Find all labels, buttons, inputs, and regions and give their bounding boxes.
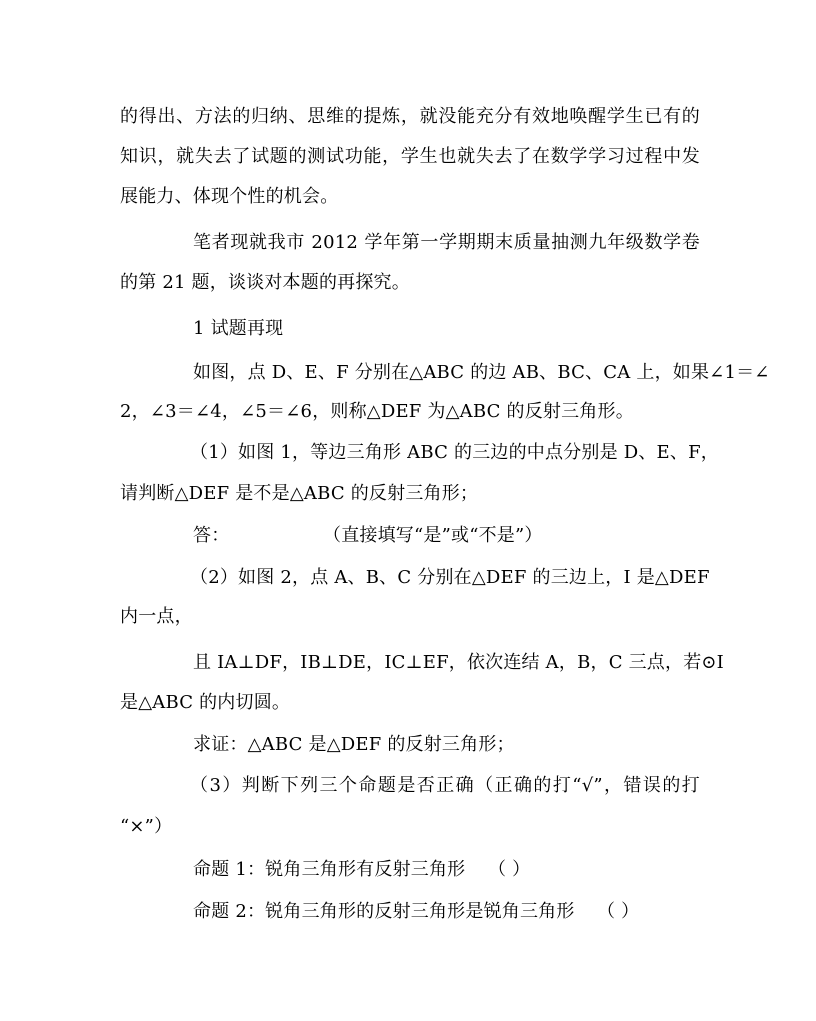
question-1-line: （1）如图 1，等边三角形 ABC 的三边的中点分别是 D、E、F， — [190, 442, 719, 463]
question-3-line: （3）判断下列三个命题是否正确（正确的打“√”，错误的打 — [190, 775, 700, 796]
proposition-2-blank: （ ） — [597, 901, 640, 922]
proposition-1-blank: （ ） — [488, 859, 531, 880]
proposition-1: 命题 1：锐角三角形有反射三角形 — [193, 859, 466, 880]
question-3-line: “×”） — [120, 816, 173, 837]
paragraph-line: 如图，点 D、E、F 分别在△ABC 的边 AB、BC、CA 上，如果∠1＝∠ — [193, 362, 770, 383]
paragraph-line: 展能力、体现个性的机会。 — [120, 186, 339, 207]
question-2-line: （2）如图 2，点 A、B、C 分别在△DEF 的三边上，I 是△DEF — [190, 567, 710, 588]
paragraph-line: 的第 21 题，谈谈对本题的再探究。 — [120, 272, 410, 293]
paragraph-line: 知识，就失去了试题的测试功能，学生也就失去了在数学学习过程中发 — [120, 146, 700, 167]
paragraph-line: 2，∠3＝∠4，∠5＝∠6，则称△DEF 为△ABC 的反射三角形。 — [120, 401, 634, 422]
question-2-line: 是△ABC 的内切圆。 — [120, 692, 291, 713]
proposition-2: 命题 2：锐角三角形的反射三角形是锐角三角形 — [193, 901, 575, 922]
question-1-line: 请判断△DEF 是不是△ABC 的反射三角形； — [120, 483, 479, 504]
paragraph-line: 笔者现就我市 2012 学年第一学期期末质量抽测九年级数学卷 — [193, 232, 700, 253]
paragraph-line: 的得出、方法的归纳、思维的提炼，就没能充分有效地唤醒学生已有的 — [120, 106, 700, 127]
question-2-line: 内一点， — [120, 606, 193, 627]
question-2-prove: 求证：△ABC 是△DEF 的反射三角形； — [193, 734, 515, 755]
answer-hint: （直接填写“是”或“不是”） — [323, 525, 543, 546]
question-2-line: 且 IA⊥DF，IB⊥DE，IC⊥EF，依次连结 A，B，C 三点，若⊙I — [193, 652, 724, 673]
section-heading: 1 试题再现 — [193, 318, 284, 339]
answer-label: 答： — [193, 525, 230, 546]
